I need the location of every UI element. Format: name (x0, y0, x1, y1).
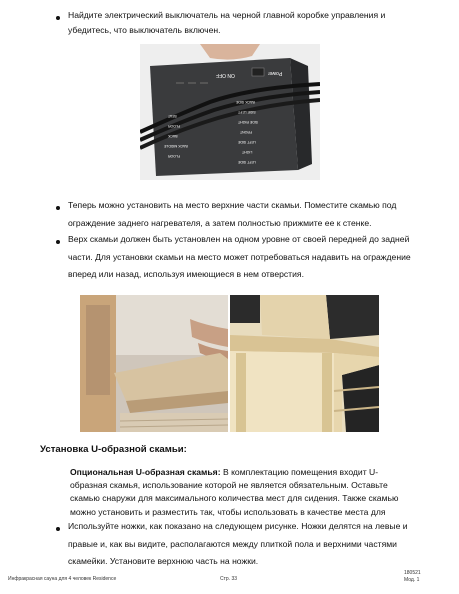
zone-label: FRONT (240, 130, 253, 134)
zone-label: BACK (168, 134, 178, 138)
zone-label: FLOOR (168, 124, 181, 128)
onoff-label: ON OFF (216, 72, 235, 78)
bullet-marker (56, 527, 60, 531)
power-label: Power (268, 70, 283, 76)
zone-label: FLOOR (168, 154, 181, 158)
footer-product-name: Инфракрасная сауна для 4 человек Residence (8, 576, 117, 582)
instruction-text: Используйте ножки, как показано на следующем рисунке. Ножки делятся на левые и правые и, как вы видите, располагаются между плиткой пола и верхними частями скамейки. Установите верхнюю часть на ножки. (68, 521, 408, 566)
zone-label: BACK MIDDLE (164, 144, 188, 148)
zone-label: SIDE LEFT (238, 110, 256, 114)
footer-page-number: Стр. 33 (220, 576, 238, 582)
section-heading: Установка U-образной скамьи: (40, 444, 187, 455)
zone-label: LEFT SIDE (238, 140, 256, 144)
control-box-photo (140, 44, 320, 180)
zone-label: LIGHT (242, 150, 253, 154)
footer-revision: Мод. 1 (404, 577, 420, 583)
bench-installed-photo (230, 295, 379, 432)
instruction-text: Верх скамьи должен быть установлен на одном уровне от своей передней до задней части. Для установки скамьи на место может потребоваться надавить на ограждение вперед или назад, используя имеющиеся в нем отверстия. (68, 234, 411, 279)
bullet-marker (56, 240, 60, 244)
bullet-marker (56, 206, 60, 210)
zone-label: SIDE RIGHT (238, 120, 259, 124)
instruction-text: Найдите электрический выключатель на черной главной коробке управления и убедитесь, что выключатель включен. (68, 10, 386, 35)
zone-label: LEFT SIDE (238, 160, 256, 164)
bullet-marker (56, 16, 60, 20)
instruction-text: Теперь можно установить на место верхние части скамьи. Поместите скамью под ограждение заднего нагревателя, а затем полностью прижмите ее к стенке. (68, 200, 397, 228)
bench-install-photo (80, 295, 228, 432)
zone-label: BACK SIDE (236, 100, 255, 104)
footer-date-code: 180521 (404, 570, 421, 576)
zone-label: SEAT (168, 114, 177, 118)
optional-bench-note: Опциональная U-образная скамья: В комплектацию помещения входит U- образная скамья, использование которой не является обязательным. Оставьте скамью снаружи для максимального количества мест для сидения. Также скамью можно установить и разместить так, чтобы использовать в качестве места для (70, 467, 399, 517)
